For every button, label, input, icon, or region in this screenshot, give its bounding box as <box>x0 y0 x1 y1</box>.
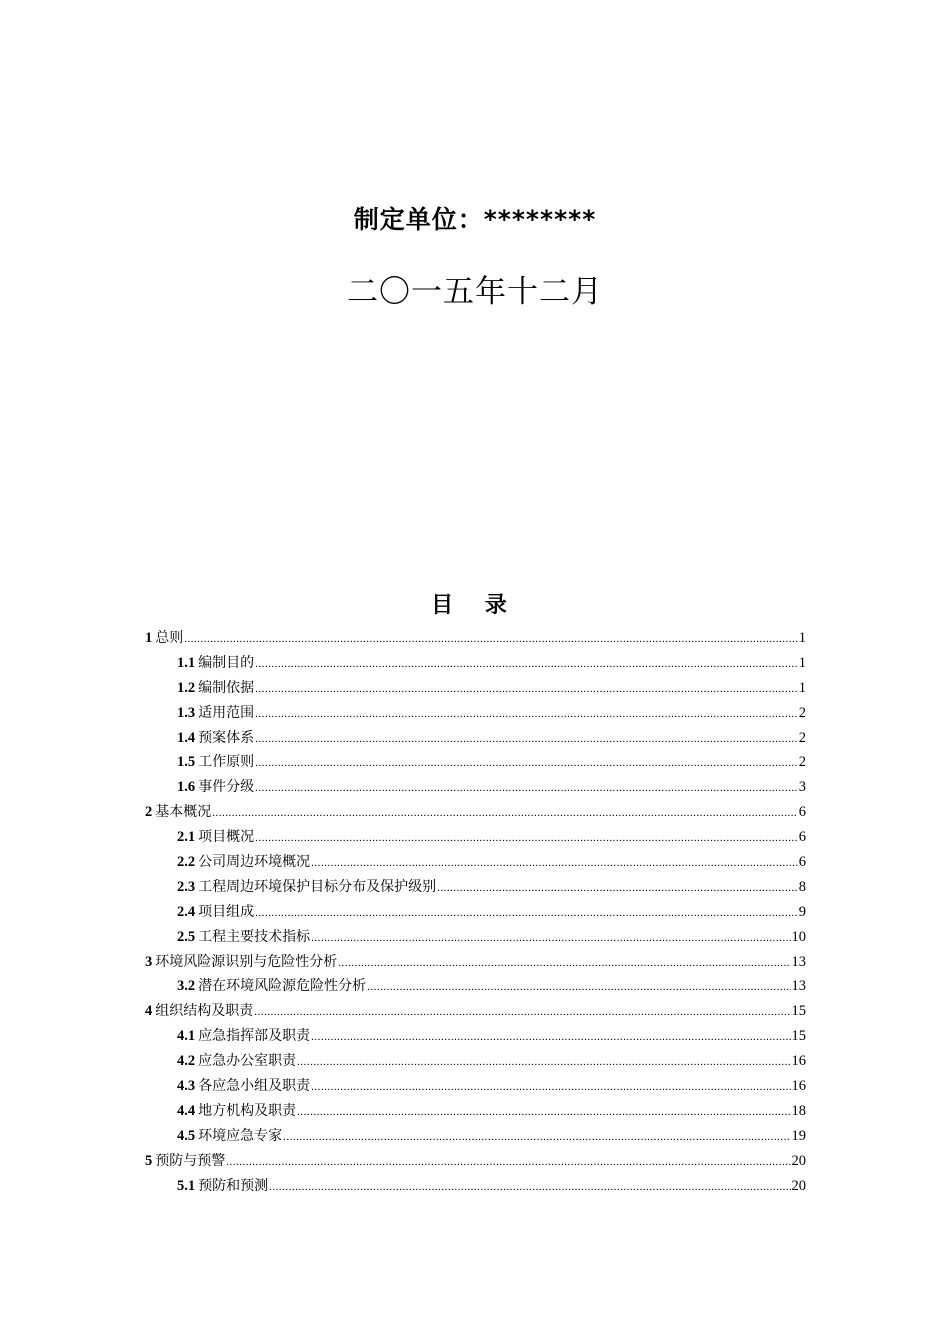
toc-entry-title: 适用范围 <box>198 704 255 721</box>
toc-entry-number: 4.1 <box>177 1028 196 1045</box>
toc-entry-page: 15 <box>791 1003 806 1020</box>
document-date: 二〇一五年十二月 <box>347 274 603 310</box>
toc-title: 目 录 <box>431 593 519 618</box>
toc-entry[interactable] <box>145 1049 806 1074</box>
toc-entry-number: 1 <box>145 630 153 646</box>
toc-dot-leader <box>255 826 798 851</box>
toc-dot-leader <box>437 876 798 901</box>
toc-entry-page: 13 <box>791 953 806 970</box>
toc-entry[interactable] <box>145 950 806 975</box>
toc-entry-page: 9 <box>798 903 806 920</box>
toc-dot-leader <box>283 1125 790 1150</box>
toc-entry-title: 应急指挥部及职责 <box>198 1028 311 1045</box>
toc-entry-number: 1.2 <box>177 679 196 696</box>
toc-entry-number: 4.4 <box>177 1102 196 1119</box>
toc-entry-number: 1.6 <box>177 779 196 796</box>
toc-entry-page: 16 <box>791 1053 806 1070</box>
toc-entry[interactable] <box>145 974 806 999</box>
toc-dot-leader <box>255 727 798 752</box>
toc-dot-leader <box>255 677 798 702</box>
toc-entry-title: 组织结构及职责 <box>155 1003 254 1020</box>
toc-entry-page: 2 <box>798 729 806 746</box>
toc-dot-leader <box>297 1100 790 1125</box>
toc-entry[interactable] <box>145 1149 806 1174</box>
toc-dot-leader <box>338 951 790 976</box>
toc-entry-page: 2 <box>798 704 806 721</box>
toc-entry[interactable] <box>145 1124 806 1149</box>
toc-dot-leader <box>311 1075 790 1100</box>
toc-dot-leader <box>255 652 798 677</box>
organization-label: 制定单位：******** <box>353 205 597 234</box>
toc-entry-title: 工程周边环境保护目标分布及保护级别 <box>198 878 437 895</box>
toc-dot-leader <box>311 926 790 951</box>
toc-entry-title: 地方机构及职责 <box>198 1102 297 1119</box>
toc-dot-leader <box>184 627 798 652</box>
toc-entry-title: 环境应急专家 <box>198 1127 283 1144</box>
table-of-contents <box>145 626 806 1198</box>
toc-entry-number: 4 <box>145 1003 153 1020</box>
toc-entry-number: 2 <box>145 804 153 821</box>
toc-entry-page: 3 <box>798 779 806 796</box>
toc-entry[interactable] <box>145 726 806 751</box>
toc-dot-leader <box>254 1000 790 1025</box>
toc-entry-number: 1.5 <box>177 754 196 771</box>
toc-dot-leader <box>269 1175 790 1200</box>
toc-entry[interactable] <box>145 875 806 900</box>
toc-entry-page: 6 <box>798 829 806 846</box>
toc-entry-number: 2.2 <box>177 854 196 871</box>
toc-entry-number: 3.2 <box>177 978 196 995</box>
toc-entry-page: 16 <box>791 1078 806 1095</box>
toc-entry-title: 应急办公室职责 <box>198 1053 297 1070</box>
toc-entry[interactable] <box>145 850 806 875</box>
toc-dot-leader <box>311 851 798 876</box>
toc-entry-page: 8 <box>798 878 806 895</box>
toc-entry-number: 1.4 <box>177 729 196 746</box>
toc-entry-number: 3 <box>145 953 153 970</box>
toc-entry-number: 1.3 <box>177 704 196 721</box>
toc-entry-page: 15 <box>791 1028 806 1045</box>
toc-entry-title: 预案体系 <box>198 729 255 746</box>
toc-dot-leader <box>367 975 790 1000</box>
toc-entry[interactable] <box>145 900 806 925</box>
toc-entry-number: 2.3 <box>177 878 196 895</box>
toc-entry[interactable] <box>145 775 806 800</box>
toc-dot-leader <box>255 702 798 727</box>
toc-dot-leader <box>297 1050 790 1075</box>
toc-entry[interactable] <box>145 1174 806 1199</box>
toc-entry-title: 潜在环境风险源危险性分析 <box>198 978 367 995</box>
toc-entry-number: 5.1 <box>177 1177 196 1194</box>
toc-entry-page: 2 <box>798 754 806 771</box>
toc-dot-leader <box>212 801 798 826</box>
toc-entry-title: 项目组成 <box>198 903 255 920</box>
toc-entry-number: 1.1 <box>177 654 196 671</box>
toc-dot-leader <box>255 776 798 801</box>
toc-entry-title: 工程主要技术指标 <box>198 928 311 945</box>
toc-entry[interactable] <box>145 651 806 676</box>
toc-entry-page: 1 <box>798 679 806 696</box>
toc-entry-number: 2.4 <box>177 903 196 920</box>
toc-dot-leader <box>311 1025 790 1050</box>
toc-entry-number: 2.1 <box>177 829 196 846</box>
toc-entry-title: 编制目的 <box>198 654 255 671</box>
toc-entry[interactable] <box>145 676 806 701</box>
toc-entry-page: 20 <box>791 1177 806 1194</box>
toc-dot-leader <box>226 1150 790 1175</box>
toc-dot-leader <box>255 751 798 776</box>
toc-entry-title: 工作原则 <box>198 754 255 771</box>
toc-entry[interactable] <box>145 925 806 950</box>
toc-entry-title: 事件分级 <box>198 779 255 796</box>
toc-entry[interactable] <box>145 999 806 1024</box>
toc-entry[interactable] <box>145 750 806 775</box>
toc-dot-leader <box>255 901 798 926</box>
toc-entry-page: 13 <box>791 978 806 995</box>
toc-entry-page: 1 <box>798 654 806 671</box>
toc-entry-page: 6 <box>798 804 806 821</box>
toc-entry-title: 公司周边环境概况 <box>198 854 311 871</box>
toc-entry-title: 各应急小组及职责 <box>198 1078 311 1095</box>
toc-entry-page: 18 <box>791 1102 806 1119</box>
toc-entry[interactable] <box>145 701 806 726</box>
toc-entry-page: 19 <box>791 1127 806 1144</box>
toc-entry[interactable] <box>145 1074 806 1099</box>
toc-entry-title: 预防与预警 <box>155 1152 226 1169</box>
toc-entry-title: 环境风险源识别与危险性分析 <box>155 953 338 970</box>
toc-entry-page: 10 <box>791 928 806 945</box>
toc-entry-page: 20 <box>791 1152 806 1169</box>
toc-entry[interactable] <box>145 626 806 651</box>
toc-entry-page: 1 <box>798 630 806 646</box>
toc-entry-number: 2.5 <box>177 928 196 945</box>
toc-entry-title: 项目概况 <box>198 829 255 846</box>
toc-entry-title: 基本概况 <box>155 804 212 821</box>
toc-entry-number: 4.5 <box>177 1127 196 1144</box>
toc-entry-title: 总则 <box>155 630 184 646</box>
toc-entry-number: 4.2 <box>177 1053 196 1070</box>
toc-entry-page: 6 <box>798 854 806 871</box>
toc-entry-number: 5 <box>145 1152 153 1169</box>
toc-entry[interactable] <box>145 1024 806 1049</box>
toc-entry-title: 编制依据 <box>198 679 255 696</box>
toc-entry[interactable] <box>145 825 806 850</box>
toc-entry-title: 预防和预测 <box>198 1177 269 1194</box>
toc-entry[interactable] <box>145 1099 806 1124</box>
toc-entry[interactable] <box>145 800 806 825</box>
toc-entry-number: 4.3 <box>177 1078 196 1095</box>
